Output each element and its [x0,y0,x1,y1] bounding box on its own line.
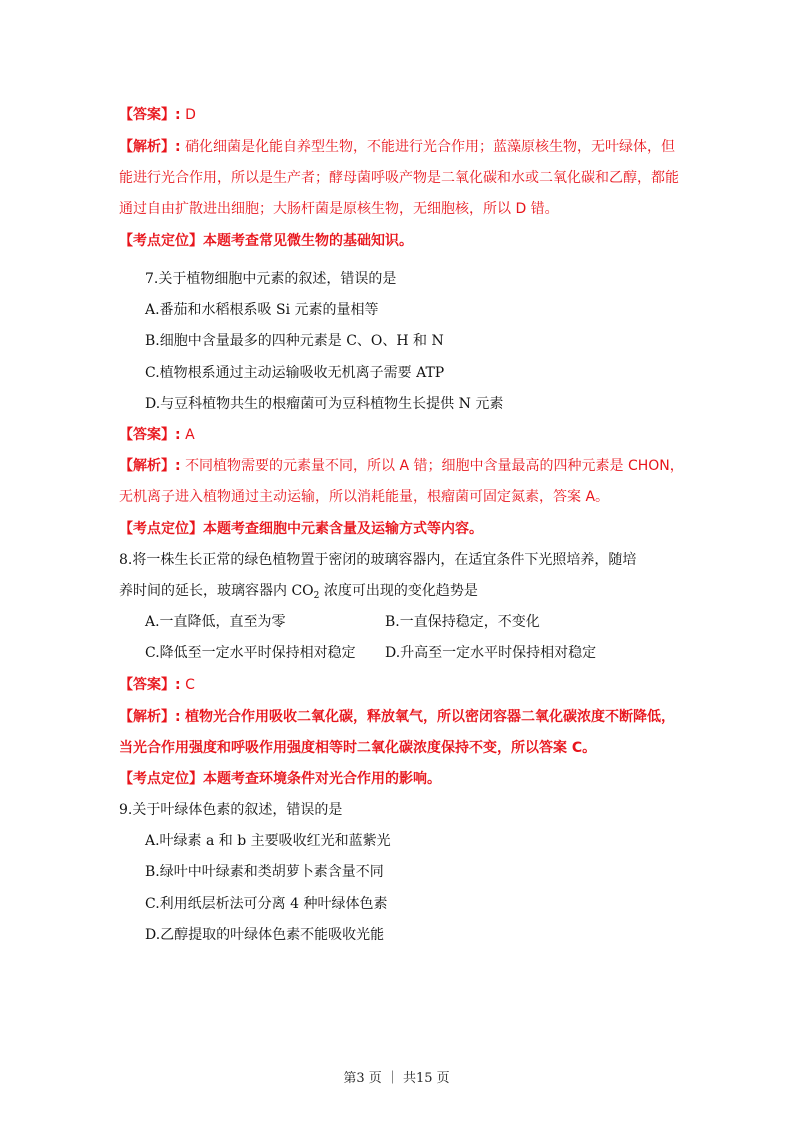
q6-point-tag: 【考点定位】 [119,233,203,249]
q7-answer [119,425,195,445]
q8-point-text: 本题考查环境条件对光合作用的影响。 [203,771,441,787]
q7-option-a: A.番茄和水稻根系吸 Si 元素的量相等 [145,302,379,318]
q7-analysis [119,456,684,476]
q8-option-b: B.一直保持稳定，不变化 [385,614,540,630]
q6-analysis-line3: 通过自由扩散进出细胞；大肠杆菌是原核生物，无细胞核，所以 D 错。 [119,201,559,217]
q6-point [119,231,413,251]
q7-option-d: D.与豆科植物共生的根瘤菌可为豆科植物生长提供 N 元素 [145,396,504,412]
q6-point-text: 本题考查常见微生物的基础知识。 [203,233,413,249]
q9-option-d: D.乙醇提取的叶绿体色素不能吸收光能 [145,927,385,943]
q9-option-b: B.绿叶中叶绿素和类胡萝卜素含量不同 [145,864,384,880]
q7-option-c: C.植物根系通过主动运输吸收无机离子需要 ATP [145,365,445,381]
q6-analysis-tag: 【解析】: [119,139,181,155]
q6-answer [119,105,196,125]
q8-answer [119,675,195,695]
q8-analysis-line2 [119,738,596,758]
q8-option-d: D.升高至一定水平时保持相对稳定 [385,645,597,661]
q7-answer-value: A [185,427,195,443]
q6-analysis-line2: 能进行光合作用，所以是生产者；酵母菌呼吸产物是二氧化碳和水或二氧化碳和乙醇，都能 [119,170,679,186]
q8-analysis-tag: 【解析】: [119,709,181,725]
q8-option-c: C.降低至一定水平时保持相对稳定 [145,645,356,661]
q7-analysis-line2: 无机离子进入植物通过主动运输，所以消耗能量，根瘤菌可固定氮素，答案 A。 [119,489,610,505]
q8-point [119,769,441,789]
q9-option-c: C.利用纸层析法可分离 4 种叶绿体色素 [145,896,388,912]
q8-analysis-line1: 植物光合作用吸收二氧化碳，释放氧气，所以密闭容器二氧化碳浓度不断降低， [185,709,676,725]
q7-option-b: B.细胞中含量最多的四种元素是 C、O、H 和 N [145,333,444,349]
q6-answer-tag: 【答案】: [119,107,181,123]
q7-point-text: 本题考查细胞中元素含量及运输方式等内容。 [203,521,483,537]
q8-stem-line1: 8.将一株生长正常的绿色植物置于密闭的玻璃容器内，在适宜条件下光照培养，随培 [119,552,637,568]
q6-analysis [119,137,675,157]
q7-analysis-tag: 【解析】: [119,458,181,474]
q7-analysis-line1: 不同植物需要的元素量不同，所以 A 错；细胞中含量最高的四种元素是 CHON， [185,458,684,474]
q8-analysis-line2-text: 当光合作用强度和呼吸作用强度相等时二氧化碳浓度保持不变，所以答案 C。 [119,740,597,756]
q8-answer-tag: 【答案】: [119,677,181,693]
q8-stem-line2-post: 浓度可出现的变化趋势是 [319,583,478,599]
q6-answer-value: D [185,107,196,123]
q7-answer-tag: 【答案】: [119,427,181,443]
q8-co2-subscript: 2 [313,591,320,601]
q8-option-a: A.一直降低，直至为零 [145,614,286,630]
q7-stem: 7.关于植物细胞中元素的叙述，错误的是 [145,271,397,287]
q8-stem-line2 [119,581,478,601]
page-footer: 第3 页 ｜ 共15 页 [343,1071,450,1086]
q9-stem: 9.关于叶绿体色素的叙述，错误的是 [119,802,343,818]
q7-point [119,519,483,539]
q9-option-a: A.叶绿素 a 和 b 主要吸收红光和蓝紫光 [145,833,391,849]
q7-point-tag: 【考点定位】 [119,521,203,537]
q8-answer-value: C [185,677,195,693]
q8-stem-line2-pre: 养时间的延长，玻璃容器内 CO [119,583,314,599]
q8-analysis [119,707,675,727]
q6-analysis-line1: 硝化细菌是化能自养型生物，不能进行光合作用；蓝藻原核生物，无叶绿体，但 [185,139,676,155]
q8-point-tag: 【考点定位】 [119,771,203,787]
